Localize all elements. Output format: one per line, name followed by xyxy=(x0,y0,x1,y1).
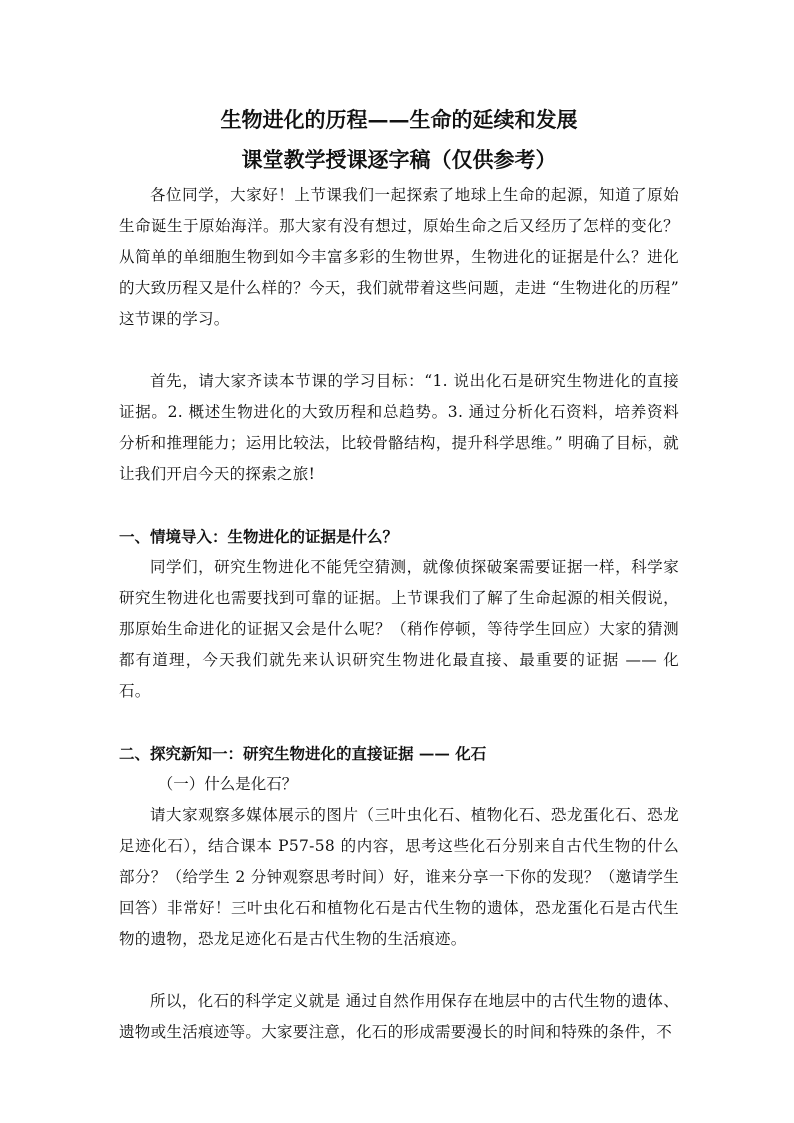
document-title: 生物进化的历程——生命的延续和发展 xyxy=(220,107,578,132)
intro-paragraph: 各位同学，大家好！上节课我们一起探索了地球上生命的起源，知道了原始生命诞生于原始海洋。那大家有没有想过，原始生命之后又经历了怎样的变化？从简单的单细胞生物到如今丰富多彩的生物世界，生物进化的证据是什么？进化的大致历程又是什么样的？今天，我们就带着这些问题，走进 “生物进化的历程” 这节课的学习。 xyxy=(119,186,679,328)
section-heading-2: 二、探究新知一：研究生物进化的直接证据 —— 化石 xyxy=(119,744,487,763)
section-heading-1: 一、情境导入：生物进化的证据是什么？ xyxy=(119,527,399,546)
paragraph-gap xyxy=(119,490,679,521)
paragraph-gap xyxy=(119,335,679,366)
learning-goals-paragraph: 首先，请大家齐读本节课的学习目标：“1. 说出化石是研究生物进化的直接证据。2. 概述生物进化的大致历程和总趋势。3. 通过分析化石资料，培养资料分析和推理能力；运用比较法，比较骨骼结构，提升科学思维。” 明确了目标，就让我们开启今天的探索之旅! xyxy=(119,372,679,483)
paragraph-gap xyxy=(119,707,679,738)
section1-paragraph: 同学们，研究生物进化不能凭空猜测，就像侦探破案需要证据一样，科学家研究生物进化也需要找到可靠的证据。上节课我们了解了生命起源的相关假说，那原始生命进化的证据又会是什么呢？（稍作停顿，等待学生回应）大家的猜测都有道理，今天我们就先来认识研究生物进化最直接、最重要的证据 —— 化石。 xyxy=(119,558,679,700)
section2-paragraph-1: 请大家观察多媒体展示的图片（三叶虫化石、植物化石、恐龙蛋化石、恐龙足迹化石），结合课本 P57-58 的内容，思考这些化石分别来自古代生物的什么部分？（给学生 2 分钟观察思考时间）好，谁来分享一下你的发现？（邀请学生回答）非常好！三叶虫化石和植物化石是古代生物的遗体，恐龙蛋化石是古代生物的遗物，恐龙足迹化石是古代生物的生活痕迹。 xyxy=(119,806,679,948)
section2-paragraph-2: 所以，化石的科学定义就是 通过自然作用保存在地层中的古代生物的遗体、遗物或生活痕迹等。大家要注意，化石的形成需要漫长的时间和特殊的条件，不 xyxy=(119,992,679,1041)
subsection-heading-1: （一）什么是化石？ xyxy=(157,775,298,793)
document-subtitle: 课堂教学授课逐字稿（仅供参考） xyxy=(241,147,557,172)
document-page xyxy=(119,96,679,1048)
paragraph-gap xyxy=(119,955,679,986)
